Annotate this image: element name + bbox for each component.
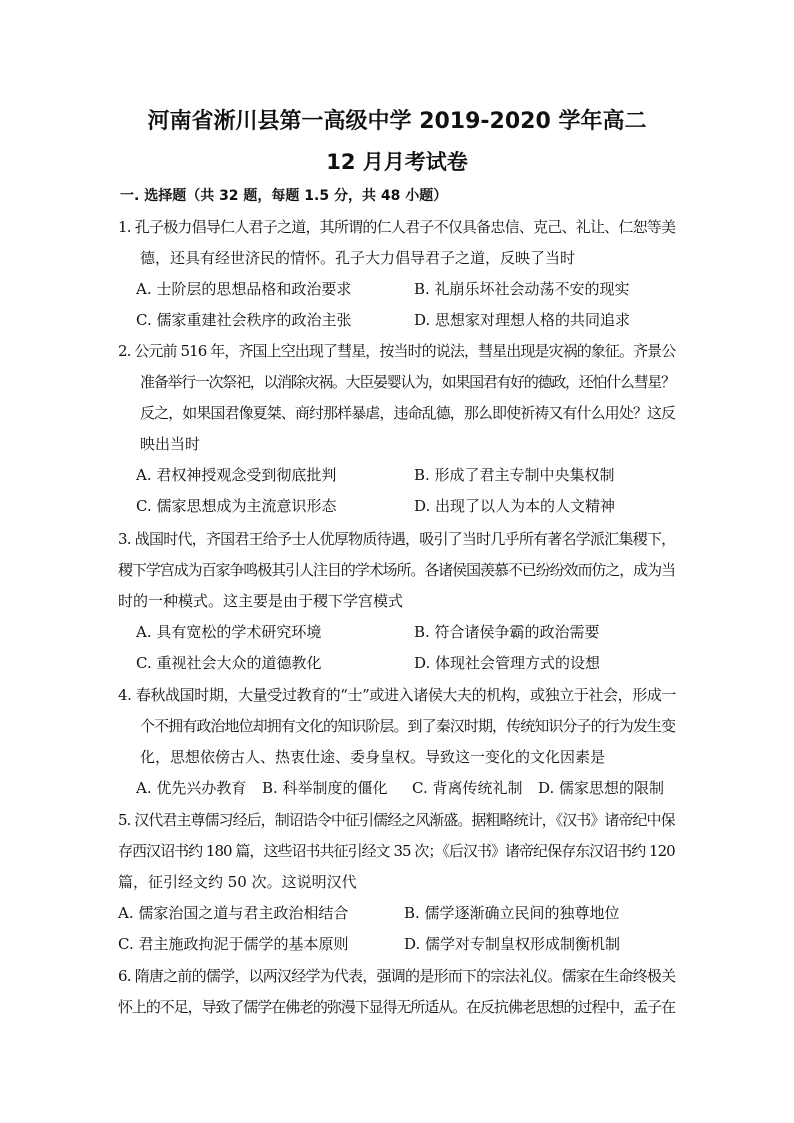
question-3-stem-line-2: 稷下学宫成为百家争鸣极其引人注目的学术场所。各诸侯国羡慕不已纷纷效而仿之，成为当 bbox=[118, 561, 675, 579]
question-6-stem-line-2: 怀上的不足，导致了儒学在佛老的弥漫下显得无所适从。在反抗佛老思想的过程中，孟子在 bbox=[118, 998, 675, 1016]
question-2-stem-line-4: 映出当时 bbox=[140, 435, 201, 453]
question-3-stem-line-1: 3. 战国时代，齐国君王给予士人优厚物质待遇，吸引了当时几乎所有著名学派汇集稷下， bbox=[118, 530, 676, 548]
question-1-option-c[interactable]: C. 儒家重建社会秩序的政治主张 bbox=[136, 311, 352, 329]
question-3-option-d[interactable]: D. 体现社会管理方式的设想 bbox=[414, 654, 601, 672]
question-2-option-d[interactable]: D. 出现了以人为本的人文精神 bbox=[414, 497, 616, 515]
question-4-stem-line-2: 个不拥有政治地位却拥有文化的知识阶层。到了秦汉时期，传统知识分子的行为发生变 bbox=[140, 717, 676, 735]
question-1-option-d[interactable]: D. 思想家对理想人格的共同追求 bbox=[414, 311, 631, 329]
question-5-stem-line-2: 存西汉诏书约 180 篇，这些诏书共征引经文 35 次；《后汉书》诸帝纪保存东汉诏书约 120 bbox=[118, 842, 675, 860]
question-5-stem-line-3: 篇，征引经文约 50 次。这说明汉代 bbox=[118, 873, 357, 891]
question-4-option-b[interactable]: B. 科举制度的僵化 bbox=[262, 779, 388, 797]
section-heading: 一. 选择题（共 32 题，每题 1.5 分，共 48 小题） bbox=[120, 188, 448, 204]
question-5-stem-line-1: 5. 汉代君主尊儒习经后，制诏诰令中征引儒经之风渐盛。据粗略统计，《汉书》诸帝纪中保 bbox=[118, 811, 675, 829]
question-4-stem-line-1: 4. 春秋战国时期，大量受过教育的“士”或进入诸侯大夫的机构，或独立于社会，形成一 bbox=[118, 686, 677, 704]
question-1-stem-line-2: 德，还具有经世济民的情怀。孔子大力倡导君子之道，反映了当时 bbox=[140, 249, 576, 267]
question-4-option-c[interactable]: C. 背离传统礼制 bbox=[412, 779, 523, 797]
question-5-option-b[interactable]: B. 儒学逐渐确立民间的独尊地位 bbox=[404, 904, 620, 922]
question-5-option-a[interactable]: A. 儒家治国之道与君主政治相结合 bbox=[118, 904, 349, 922]
question-2-stem-line-1: 2. 公元前 516 年，齐国上空出现了彗星，按当时的说法，彗星出现是灾祸的象征。齐景公 bbox=[118, 342, 676, 360]
question-3-option-b[interactable]: B. 符合诸侯争霸的政治需要 bbox=[414, 623, 600, 641]
question-2-option-a[interactable]: A. 君权神授观念受到彻底批判 bbox=[136, 466, 337, 484]
page-subtitle: 12 月月考试卷 bbox=[326, 150, 468, 174]
question-2-option-c[interactable]: C. 儒家思想成为主流意识形态 bbox=[136, 497, 337, 515]
page-title: 河南省淅川县第一高级中学 2019-2020 学年高二 bbox=[147, 109, 647, 134]
question-3-option-a[interactable]: A. 具有宽松的学术研究环境 bbox=[136, 623, 322, 641]
question-1-option-a[interactable]: A. 士阶层的思想品格和政治要求 bbox=[136, 280, 352, 298]
question-2-option-b[interactable]: B. 形成了君主专制中央集权制 bbox=[414, 466, 615, 484]
question-6-stem-line-1: 6. 隋唐之前的儒学，以两汉经学为代表，强调的是形而下的宗法礼仪。儒家在生命终极关 bbox=[118, 967, 676, 985]
question-4-option-d[interactable]: D. 儒家思想的限制 bbox=[538, 779, 665, 797]
question-2-stem-line-3: 反之，如果国君像夏桀、商纣那样暴虐，违命乱德，那么即使祈祷又有什么用处？这反 bbox=[140, 404, 676, 422]
question-3-stem-line-3: 时的一种模式。这主要是由于稷下学宫模式 bbox=[118, 592, 404, 610]
question-4-stem-line-3: 化，思想依傍古人、热衷仕途、委身皇权。导致这一变化的文化因素是 bbox=[140, 748, 606, 766]
question-4-option-a[interactable]: A. 优先兴办教育 bbox=[136, 779, 247, 797]
question-5-option-c[interactable]: C. 君主施政拘泥于儒学的基本原则 bbox=[118, 935, 349, 953]
question-1-option-b[interactable]: B. 礼崩乐坏社会动荡不安的现实 bbox=[414, 280, 630, 298]
question-3-option-c[interactable]: C. 重视社会大众的道德教化 bbox=[136, 654, 322, 672]
question-2-stem-line-2: 准备举行一次祭祀，以消除灾祸。大臣晏婴认为，如果国君有好的德政，还怕什么彗星？ bbox=[140, 373, 675, 391]
question-5-option-d[interactable]: D. 儒学对专制皇权形成制衡机制 bbox=[404, 935, 621, 953]
question-1-stem-line-1: 1. 孔子极力倡导仁人君子之道，其所谓的仁人君子不仅具备忠信、克己、礼让、仁恕等美 bbox=[118, 218, 676, 236]
